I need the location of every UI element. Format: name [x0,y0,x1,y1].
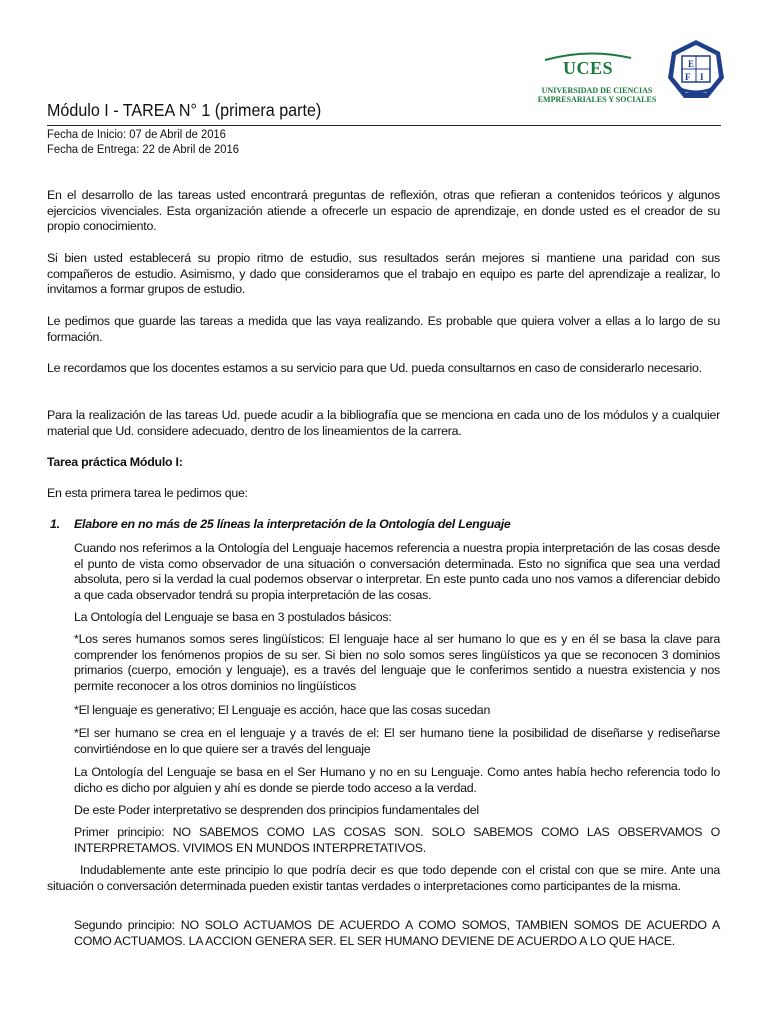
task-heading: Tarea práctica Módulo I: [47,455,183,469]
start-date: Fecha de Inicio: 07 de Abril de 2016 [47,127,226,141]
answer-paragraph-5: *El ser humano se crea en el lenguaje y a través de el: El ser humano tiene la posibilidad de diseñarse y rediseñarse convirtiéndose en lo que quiere ser a través del lenguaje [74,726,720,756]
first-principle-commentary: Indudablemente ante este principio lo que podría decir es que todo depende con el cristal con que se mire. Ante una situación o conversación determinada pueden existir tantas verdades o interpretaciones como participantes de la misma. [47,863,724,893]
uces-logo [533,52,661,106]
answer-paragraph-6: La Ontología del Lenguaje se basa en el Ser Humano y no en su Lenguaje. Como antes había hecho referencia todo lo dicho es dicho por alguien y ahí es donde se pierde todo acceso a la verdad. [74,765,720,795]
due-date: Fecha de Entrega: 22 de Abril de 2016 [47,142,240,156]
intro-paragraph-5: Para la realización de las tareas Ud. puede acudir a la bibliografía que se menciona en cada uno de los módulos y a cualquier material que Ud. considere adecuado, dentro de los lineamientos de la carrera. [47,408,720,438]
task-item-number: 1. [50,517,60,531]
uces-subtitle-line1: UNIVERSIDAD DE CIENCIAS [541,86,653,95]
answer-paragraph-4: *El lenguaje es generativo; El Lenguaje es acción, hace que las cosas sucedan [74,703,491,717]
svg-text:I: I [700,72,704,82]
intro-paragraph-4: Le recordamos que los docentes estamos a su servicio para que Ud. pueda consultarnos en caso de considerarlo necesario. [47,361,702,375]
intro-paragraph-2: Si bien usted establecerá su propio ritmo de estudio, sus resultados serán mejores si mantiene una paridad con sus compañeros de estudio. Asimismo, y dado que consideramos que el trabajo en equipo es parte del aprendizaje a realizar, lo invitamos a formar grupos de estudio. [47,251,720,297]
first-principle: Primer principio: NO SABEMOS COMO LAS COSAS SON. SOLO SABEMOS COMO LAS OBSERVAMOS O INTERPRETAMOS. VIVIMOS EN MUNDOS INTERPRETATIVOS. [74,825,720,855]
second-principle: Segundo principio: NO SOLO ACTUAMOS DE ACUERDO A COMO SOMOS, TAMBIEN SOMOS DE ACUERDO A COMO ACTUAMOS. LA ACCION GENERA SER. EL SER HUMANO DEVIENE DE ACUERDO A LO QUE HACE. [74,918,720,948]
uces-subtitle-line2: EMPRESARIALES Y SOCIALES [537,95,657,104]
task-item-1 [50,517,511,531]
answer-paragraph-3: *Los seres humanos somos seres lingüísticos: El lenguaje hace al ser humano lo que es y en él se basa la clave para comprender los fenómenos propios de su ser. Si bien no solo somos seres lingüísticos ya que se reconocen 3 dominios primarios (cuerpo, emoción y lenguaje), es a través del lenguaje que le conferimos sentido a nuestra existencia y nos permite reconocer a los otros dominios no lingüísticos [74,632,720,694]
intro-paragraph-1: En el desarrollo de las tareas usted encontrará preguntas de reflexión, otras que refieran a contenidos teóricos y algunos ejercicios vivenciales. Esta organización atiende a ofrecerle un espacio de aprendizaje, en donde usted es el creador de su propio conocimiento. [47,188,720,234]
svg-text:F: F [685,72,691,82]
answer-paragraph-2: La Ontología del Lenguaje se basa en 3 postulados básicos: [74,610,392,624]
efi-seal-icon [664,38,728,102]
answer-paragraph-7: De este Poder interpretativo se desprenden dos principios fundamentales del [74,803,479,817]
task-item-text: Elabore en no más de 25 líneas la interpretación de la Ontología del Lenguaje [74,517,511,531]
intro-paragraph-3: Le pedimos que guarde las tareas a medida que las vaya realizando. Es probable que quiera volver a ellas a lo largo de su formación. [47,314,720,344]
title-divider [47,125,721,126]
svg-text:E: E [688,59,695,69]
uces-name: UCES [563,58,614,78]
task-lead: En esta primera tarea le pedimos que: [47,486,248,500]
page-title: Módulo I - TAREA N° 1 (primera parte) [47,100,322,120]
answer-paragraph-1: Cuando nos referimos a la Ontología del Lenguaje hacemos referencia a nuestra propia interpretación de las cosas desde el punto de vista como observador de una situación o conversación determinada. Esto no significa que sea una verdad absoluta, pero si la verdad la cual podemos observar o interpretar. En este punto cada uno nos vamos a diferenciar debido a que cada observador tendrá su propia interpretación de las cosas. [74,541,720,603]
logos [533,38,728,108]
